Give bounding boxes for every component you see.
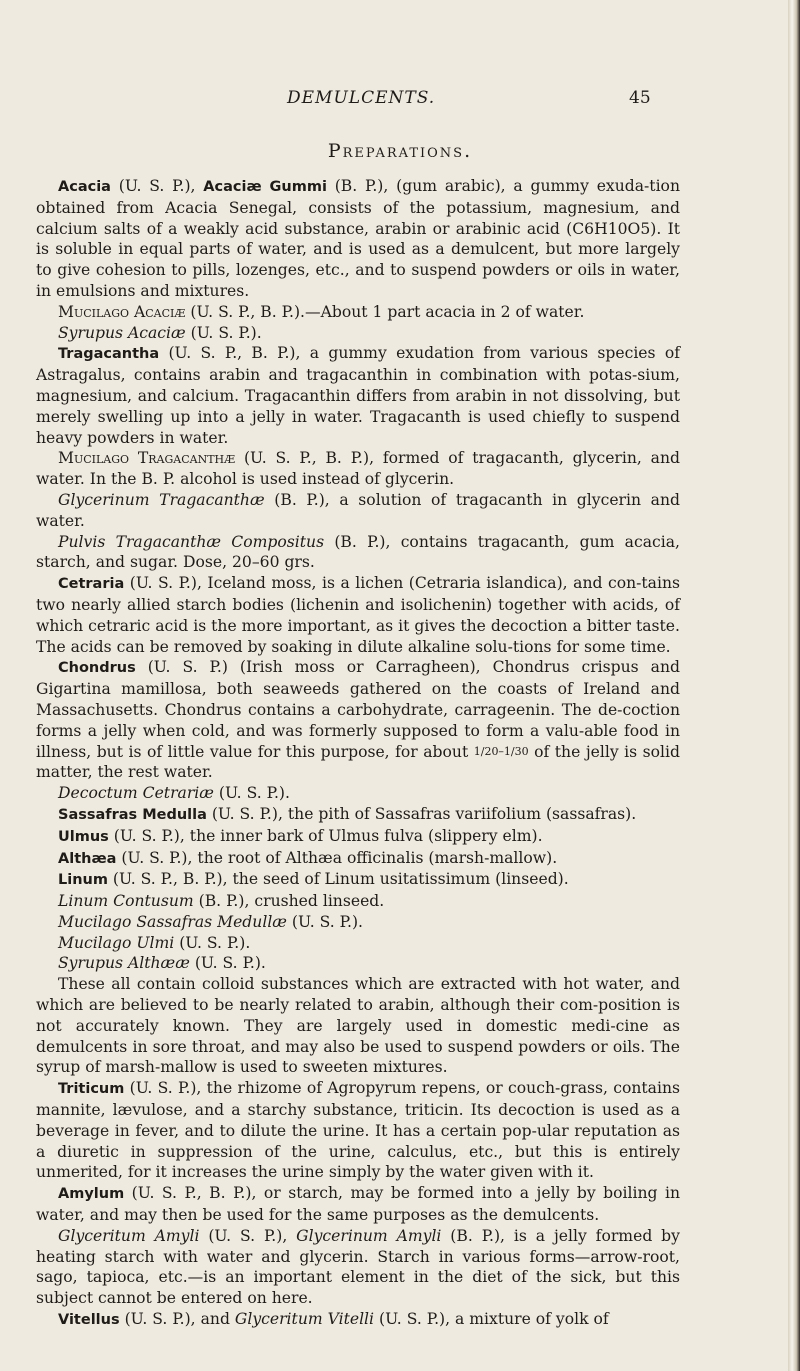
paragraph-chondrus: Chondrus (U. S. P.) (Irish moss or Carragheen), Chondrus crispus and Gigartina mamillosa, both seaweeds gathered on the coasts of Ireland and Massachusetts. Chondrus contains a carbohydrate, carrageenin. The de-coction forms a jelly when cold, and was formerly supposed to form a valu-able food in illness, but is of little value for this purpose, for about 1/20–1/30 of the jelly is solid matter, the rest water.	[36, 658, 681, 782]
paragraph-pulvis-tragacanthae: Pulvis Tragacanthæ Compositus (B. P.), contains tragacanth, gum acacia, starch, and sugar. Dose, 20–60 grs.	[36, 532, 680, 572]
term-acacia: Acacia	[58, 179, 111, 195]
paragraph-vitellus: Vitellus (U. S. P.), and Glyceritum Vitelli (U. S. P.), a mixture of yolk of	[58, 1310, 609, 1329]
page-edge	[788, 0, 800, 1371]
page-number: 45	[629, 88, 651, 108]
paragraph-decoctum-cetrariae: Decoctum Cetrariæ (U. S. P.).	[58, 784, 290, 803]
running-head	[0, 88, 700, 116]
paragraph-colloid-note: These all contain colloid substances which are extracted with hot water, and which are believed to be nearly related to arabin, although their com-position is not accurately known. They are largely used in domestic medi-cine as demulcents in sore throat, and may also be used to suspend powders or oils. The syrup of marsh-mallow is used to sweeten mixtures.	[36, 975, 680, 1077]
paragraph-glyceritum-amyli: Glyceritum Amyli (U. S. P.), Glycerinum Amyli (B. P.), is a jelly formed by heating starch with water and glycerin. Starch in various forms—arrow-root, sago, tapioca, etc.—is an important element in the diet of the sick, but this subject cannot be entered on here.	[36, 1226, 680, 1308]
paragraph-mucilago-ulmi: Mucilago Ulmi (U. S. P.).	[58, 933, 251, 952]
paragraph-mucilago-sassafras: Mucilago Sassafras Medullæ (U. S. P.).	[58, 912, 364, 931]
acacia-description: (B. P.), (gum arabic), a gummy exuda-tion obtained from Acacia Senegal, consists of the potassium, magnesium, and calcium salts of a weakly acid substance, arabin or arabinic acid (C6H10O5). It is soluble in equal parts of water, and is used as a demulcent, but more largely to give cohesion to pills, lozenges, etc., and to suspend powders or oils in water, in emulsions and mixtures.	[36, 177, 680, 300]
paragraph-sassafras: Sassafras Medulla (U. S. P.), the pith of Sassafras variifolium (sassafras).	[58, 804, 637, 823]
term-acaciae-gummi: Acaciæ Gummi	[203, 179, 327, 195]
paragraph-mucilago-acaciae: Mucilago Acaciæ (U. S. P., B. P.).—About 1 part acacia in 2 of water.	[58, 302, 585, 321]
body-text	[36, 176, 680, 1331]
paragraph-acacia: Acacia (U. S. P.), Acaciæ Gummi (B. P.), (gum arabic), a gummy exuda-tion obtained from Acacia Senegal, consists of the potassium, magnesium, and calcium salts of a weakly acid substance, arabin or arabinic acid (C6H10O5). It is soluble in equal parts of water, and is used as a demulcent, but more largely to give cohesion to pills, lozenges, etc., and to suspend powders or oils in water, in emulsions and mixtures.	[36, 177, 680, 300]
running-title: DEMULCENTS.	[287, 88, 436, 108]
paragraph-ulmus: Ulmus (U. S. P.), the inner bark of Ulmus fulva (slippery elm).	[58, 826, 543, 845]
paragraph-althaea: Althæa (U. S. P.), the root of Althæa officinalis (marsh-mallow).	[58, 848, 558, 867]
paragraph-triticum: Triticum (U. S. P.), the rhizome of Agropyrum repens, or couch-grass, contains mannite, lævulose, and a starchy substance, triticin. Its decoction is used as a beverage in fever, and to dilute the urine. It has a certain pop-ular reputation as a diuretic in suppression of the urine, calculus, etc., but this is entirely unmerited, for it increases the urine simply by the water given with it.	[36, 1079, 680, 1182]
paragraph-glycerinum-tragacanthae: Glycerinum Tragacanthæ (B. P.), a solution of tragacanth in glycerin and water.	[36, 490, 680, 530]
paragraph-amylum: Amylum (U. S. P., B. P.), or starch, may be formed into a jelly by boiling in water, and may then be used for the same purposes as the demulcents.	[36, 1184, 680, 1225]
paragraph-tragacantha: Tragacantha (U. S. P., B. P.), a gummy exudation from various species of Astragalus, contains arabin and tragacanthin in combination with potas-sium, magnesium, and calcium. Tragacanthin differs from arabin in not dissolving, but merely swelling up into a jelly in water. Tragacanth is used chiefly to suspend heavy powders in water.	[36, 344, 680, 447]
section-title: Preparations.	[327, 140, 473, 162]
paragraph-mucilago-tragacanthae: Mucilago Tragacanthæ (U. S. P., B. P.), formed of tragacanth, glycerin, and water. In the B. P. alcohol is used instead of glycerin.	[36, 449, 680, 489]
paragraph-syrupus-althaeae: Syrupus Althææ (U. S. P.).	[58, 954, 266, 973]
paragraph-cetraria: Cetraria (U. S. P.), Iceland moss, is a lichen (Cetraria islandica), and con-tains two nearly allied starch bodies (lichenin and isolichenin) together with acids, of which cetraric acid is the more important, as it gives the decoction a bitter taste. The acids can be removed by soaking in dilute alkaline solu-tions for some time.	[36, 574, 680, 656]
paragraph-syrupus-acaciae: Syrupus Acaciæ (U. S. P.).	[58, 323, 262, 342]
paragraph-linum-contusum: Linum Contusum (B. P.), crushed linseed.	[58, 892, 385, 911]
fraction: 1/20–1/30	[473, 744, 529, 758]
paragraph-linum: Linum (U. S. P., B. P.), the seed of Linum usitatissimum (linseed).	[58, 870, 569, 889]
